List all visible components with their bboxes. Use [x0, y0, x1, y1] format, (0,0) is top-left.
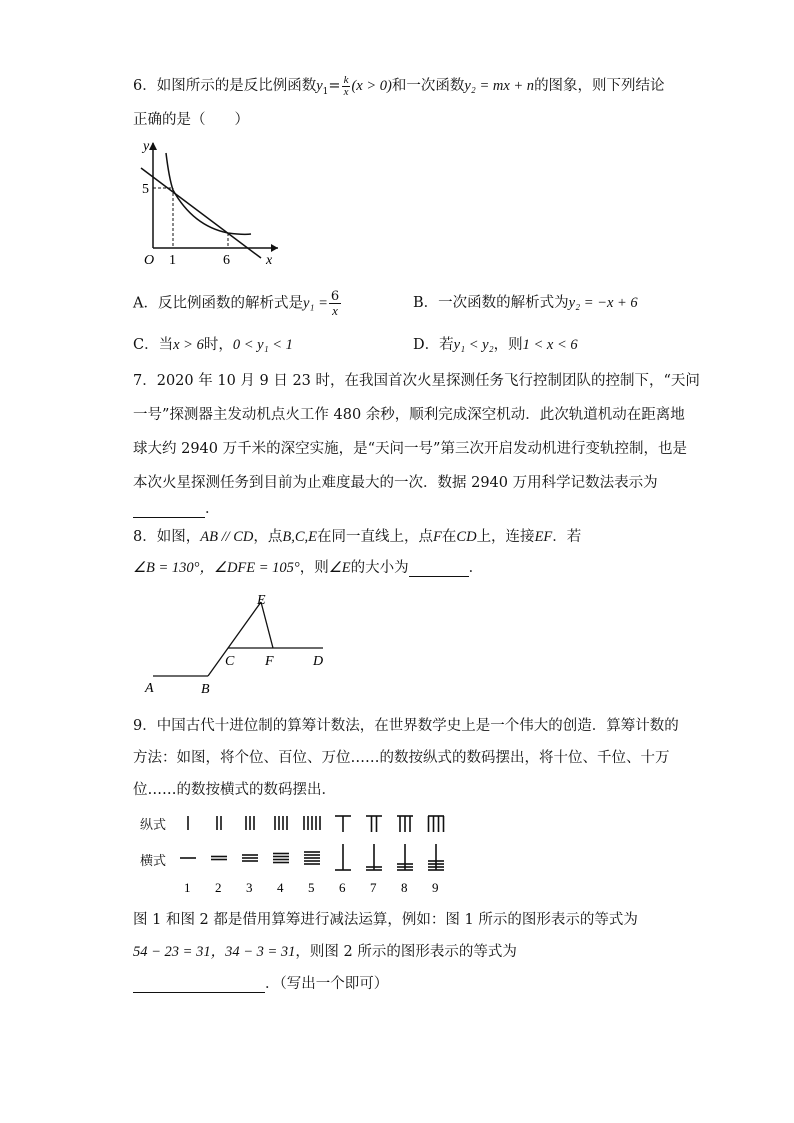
q8-answer-blank[interactable]: [409, 560, 469, 577]
q8-end: ．: [468, 560, 484, 576]
digit-label: 6: [339, 880, 346, 895]
opt-b-math: y₂ = −x + 6: [568, 295, 638, 311]
graph-origin-label: O: [144, 253, 155, 268]
q8-t2: ，点: [253, 529, 283, 545]
q6-option-a: [133, 290, 342, 317]
q9-line1: 9．中国古代十进位制的算筹计数法，在世界数学史上是一个伟大的创造．算筹计数的: [133, 718, 679, 734]
segment-be: [208, 602, 261, 676]
q8-m2: B,C,E: [282, 529, 318, 545]
q8-t8: 的大小为: [350, 560, 409, 576]
digit-label: 7: [370, 880, 377, 895]
opt-a-math: y₁ =: [302, 295, 328, 312]
q6-stem-line2: 正确的是（ ）: [133, 112, 249, 128]
opt-d-math1: y₁ < y₂: [453, 337, 494, 353]
q9-line2: 方法：如图，将个位、百位、万位……的数按纵式的数码摆出，将十位、千位、十万: [133, 750, 670, 766]
q9-line5: [133, 940, 517, 961]
digit-label: 5: [308, 880, 315, 895]
q7-answer-blank[interactable]: [133, 501, 205, 518]
opt-c-text: C．当: [133, 337, 174, 353]
q8-t5: 上，连接: [476, 529, 535, 545]
q8-m1: AB // CD: [200, 529, 254, 545]
inverse-function-curve: [166, 153, 251, 234]
q7-line5: [133, 497, 220, 518]
q6-text3: 的图象，则下列结论: [534, 78, 665, 94]
opt-c-mid: 时，: [203, 337, 233, 353]
opt-a-den: x: [332, 303, 338, 318]
q7-end: ．: [205, 501, 220, 517]
q6-k-over-x: [342, 75, 351, 98]
q6-text2: 和一次函数: [391, 78, 465, 94]
opt-c-math1: x > 6: [173, 337, 204, 353]
q9-line3: 位……的数按横式的数码摆出．: [133, 782, 336, 798]
q6-sub: 1: [322, 86, 329, 97]
q8-figure: [133, 586, 343, 701]
q6-x: x: [343, 85, 349, 98]
q6-option-d: [413, 333, 578, 354]
digit-label: 8: [401, 880, 408, 895]
q6-option-b: [413, 291, 638, 312]
digit-label: 4: [277, 880, 284, 895]
q8-line2: [133, 556, 483, 577]
q9-line6: [133, 972, 388, 993]
q9-example: 54 − 23 = 31，34 − 3 = 31: [133, 944, 296, 960]
q8-t6: ．若: [552, 529, 582, 545]
row-label-horizontal: 横式: [140, 854, 167, 869]
q9-line4: 图 1 和图 2 都是借用算筹进行减法运算，例如：图 1 所示的图形表示的等式为: [133, 912, 638, 928]
q8-angles: ∠B = 130°，∠DFE = 105°: [133, 560, 300, 576]
q6-graph: [133, 138, 283, 268]
q9-t1: ，则图 2 所示的图形表示的等式为: [295, 944, 517, 960]
digit-label: 3: [246, 880, 253, 895]
label-e: E: [257, 593, 266, 608]
q8-angle-e: ∠E: [328, 560, 351, 576]
q6-cond: (x > 0): [351, 78, 392, 94]
q7-line3: 球大约 2940 万千米的深空实施，是“天问一号”第三次开启发动机进行变轨控制，也是: [133, 441, 687, 457]
q6-y1: y: [316, 78, 323, 94]
q8-m3: F: [433, 529, 442, 545]
opt-d-mid: ，则: [493, 337, 523, 353]
graph-tick-6: 6: [223, 253, 230, 268]
graph-tick-1: 1: [169, 253, 176, 268]
q8-t4: 在: [441, 529, 457, 545]
digit-label: 9: [432, 880, 439, 895]
q9-end: ．（写出一个即可）: [265, 976, 389, 992]
q7-line2: 一号”探测器主发动机点火工作 480 余秒，顺利完成深空机动．此次轨道机动在距离地: [133, 407, 685, 423]
opt-a-text: A．反比例函数的解析式是: [133, 295, 303, 312]
y-arrow-icon: [149, 142, 157, 150]
label-a: A: [145, 681, 154, 696]
q8-m5: EF: [534, 529, 553, 545]
label-f: F: [265, 654, 274, 669]
q7-line4: 本次火星探测任务到目前为止难度最大的一次．数据 2940 万用科学记数法表示为: [133, 475, 658, 491]
row-label-vertical: 纵式: [140, 818, 167, 833]
opt-c-math2: 0 < y₁ < 1: [232, 337, 293, 353]
q9-answer-blank[interactable]: [133, 976, 265, 993]
q8-line1: [133, 525, 581, 546]
graph-y-label: y: [143, 139, 150, 154]
q6-k: k: [343, 73, 349, 86]
q8-t1: 8．如图，: [133, 529, 201, 545]
digit-label: 1: [184, 880, 191, 895]
graph-tick-5: 5: [142, 182, 149, 197]
q7-line1: 7．2020 年 10 月 9 日 23 时，在我国首次火星探测任务飞行控制团队的控制下，“天问: [133, 373, 700, 389]
counting-rods: [170, 808, 460, 898]
q6-stem-line1: [133, 74, 665, 98]
graph-x-label: x: [266, 253, 273, 268]
label-d: D: [313, 654, 324, 669]
q8-t7: ，则: [299, 560, 329, 576]
label-b: B: [201, 682, 210, 697]
q8-t3: 在同一直线上，点: [317, 529, 434, 545]
q6-eq: =: [328, 78, 341, 94]
q6-text: 6．如图所示的是反比例函数: [133, 78, 317, 94]
digit-label: 2: [215, 880, 222, 895]
opt-b-text: B．一次函数的解析式为: [413, 295, 569, 311]
x-arrow-icon: [271, 244, 278, 252]
label-c: C: [225, 654, 235, 669]
linear-function-line: [141, 168, 261, 258]
q6-y2expr: y₂ = mx + n: [464, 78, 535, 94]
segment-ef: [261, 602, 273, 648]
opt-a-num: 6: [330, 289, 340, 304]
opt-d-text: D．若: [413, 337, 454, 353]
opt-d-math2: 1 < x < 6: [522, 337, 578, 353]
q6-option-c: [133, 333, 293, 354]
counting-rod-table: [140, 808, 460, 898]
opt-a-frac: [329, 290, 341, 317]
q8-m4: CD: [456, 529, 477, 545]
